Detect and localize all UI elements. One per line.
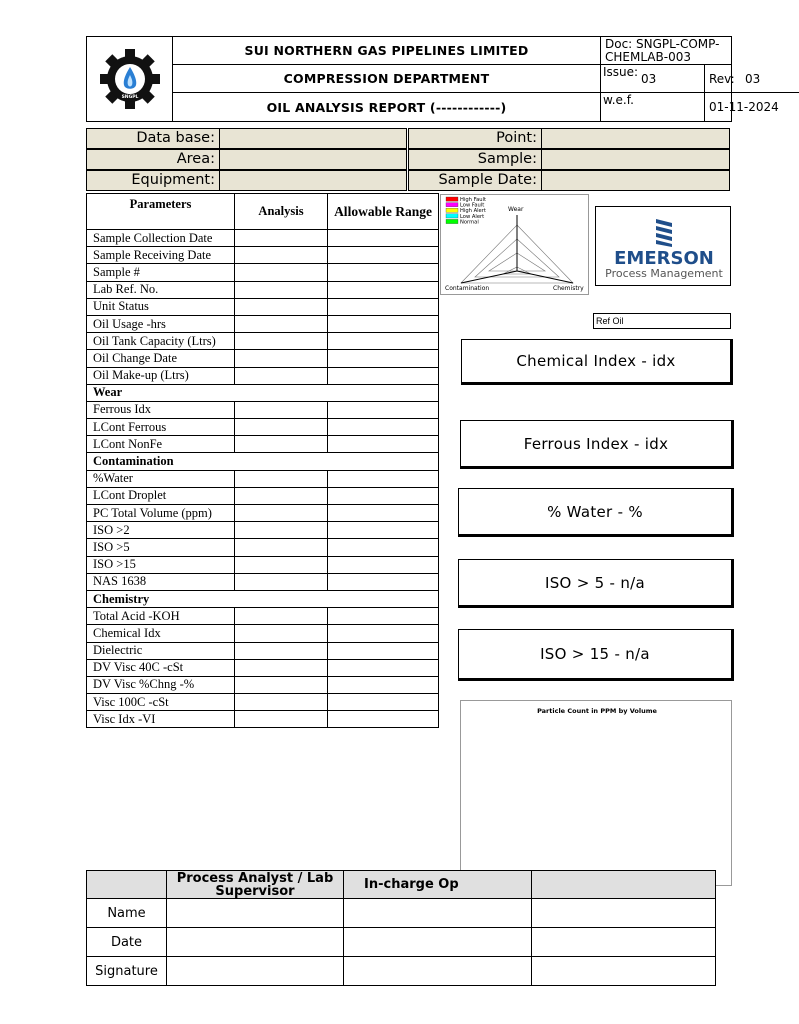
parameter-label: %Water: [87, 470, 235, 487]
parameter-label: Visc 100C -cSt: [87, 694, 235, 711]
parameter-label: ISO >15: [87, 556, 235, 573]
parameter-label: Oil Usage -hrs: [87, 315, 235, 332]
analysis-cell[interactable]: [235, 522, 328, 539]
parameter-label: Visc Idx -VI: [87, 711, 235, 728]
analysis-cell[interactable]: [235, 573, 328, 590]
emerson-mark-icon: [656, 219, 672, 247]
parameter-label: DV Visc %Chng -%: [87, 676, 235, 693]
database-label: Data base:: [86, 128, 220, 149]
allowable-range-header: Allowable Range: [328, 194, 439, 230]
allowable-range-cell[interactable]: [328, 505, 439, 522]
svg-text:SNGPL: SNGPL: [121, 95, 139, 100]
rev-label: Rev:: [705, 65, 741, 93]
analysis-cell[interactable]: [235, 298, 328, 315]
issue-value: 03: [637, 65, 705, 93]
allowable-range-cell[interactable]: [328, 539, 439, 556]
signature-header-row: [87, 871, 716, 899]
allowable-range-cell[interactable]: [328, 333, 439, 350]
radar-legend-swatch: [446, 197, 458, 201]
signature-entry-cell[interactable]: [167, 899, 344, 928]
sample-date-field[interactable]: [541, 170, 730, 191]
allowable-range-cell[interactable]: [328, 711, 439, 728]
department-name: COMPRESSION DEPARTMENT: [173, 65, 601, 93]
analysis-cell[interactable]: [235, 505, 328, 522]
analysis-cell[interactable]: [235, 470, 328, 487]
equipment-field[interactable]: [219, 170, 407, 191]
parameter-label: Chemical Idx: [87, 625, 235, 642]
parameter-label: LCont Droplet: [87, 487, 235, 504]
parameter-row: [87, 659, 439, 676]
analysis-header: Analysis: [235, 194, 328, 230]
analysis-cell[interactable]: [235, 436, 328, 453]
allowable-range-cell[interactable]: [328, 659, 439, 676]
parameters-body: [87, 230, 439, 728]
parameter-row: [87, 487, 439, 504]
signature-table: [86, 870, 716, 986]
parameter-label: LCont NonFe: [87, 436, 235, 453]
signature-corner-cell: [87, 871, 167, 899]
sample-label: Sample:: [408, 149, 542, 170]
parameter-label: Sample Collection Date: [87, 230, 235, 247]
parameter-label: PC Total Volume (ppm): [87, 505, 235, 522]
radar-svg: [441, 195, 590, 296]
parameters-header: Parameters: [87, 194, 235, 230]
sample-field[interactable]: [541, 149, 730, 170]
section-label: Wear: [87, 384, 439, 401]
analysis-cell[interactable]: [235, 659, 328, 676]
parameter-row: [87, 298, 439, 315]
report-title: OIL ANALYSIS REPORT (------------): [173, 93, 601, 121]
analysis-cell[interactable]: [235, 367, 328, 384]
signature-row-label: Signature: [87, 957, 167, 986]
allowable-range-cell[interactable]: [328, 487, 439, 504]
section-row: [87, 384, 439, 401]
gear-logo-icon: [87, 37, 173, 121]
particle-chart-title: Particle Count in PPM by Volume: [537, 707, 657, 715]
parameter-label: LCont Ferrous: [87, 419, 235, 436]
parameter-label: Unit Status: [87, 298, 235, 315]
ref-oil-box: Ref Oil: [593, 313, 731, 329]
analysis-cell[interactable]: [235, 694, 328, 711]
parameter-label: Total Acid -KOH: [87, 608, 235, 625]
allowable-range-cell[interactable]: [328, 436, 439, 453]
allowable-range-cell[interactable]: [328, 419, 439, 436]
parameter-row: [87, 522, 439, 539]
analysis-cell[interactable]: [235, 247, 328, 264]
allowable-range-cell[interactable]: [328, 642, 439, 659]
parameter-label: Oil Make-up (Ltrs): [87, 367, 235, 384]
signature-row-label: Name: [87, 899, 167, 928]
analysis-cell[interactable]: [235, 539, 328, 556]
allowable-range-cell[interactable]: [328, 522, 439, 539]
signature-body: [87, 899, 716, 986]
signature-entry-cell[interactable]: [167, 957, 344, 986]
analysis-cell[interactable]: [235, 556, 328, 573]
emerson-logo-svg: [596, 207, 732, 287]
parameter-row: [87, 608, 439, 625]
section-label: Contamination: [87, 453, 439, 470]
point-label: Point:: [408, 128, 542, 149]
parameters-header-row: [87, 194, 439, 230]
signature-entry-cell[interactable]: [532, 899, 716, 928]
radar-legend-label: High Alert: [460, 208, 486, 215]
parameter-row: [87, 711, 439, 728]
signature-entry-cell[interactable]: [532, 928, 716, 957]
analysis-cell[interactable]: [235, 642, 328, 659]
allowable-range-cell[interactable]: [328, 367, 439, 384]
allowable-range-cell[interactable]: [328, 350, 439, 367]
particle-chart-svg: [461, 701, 733, 887]
parameter-row: [87, 676, 439, 693]
water-percent-box: % Water - %: [458, 488, 734, 537]
analysis-cell[interactable]: [235, 487, 328, 504]
area-label: Area:: [86, 149, 220, 170]
analysis-cell[interactable]: [235, 419, 328, 436]
parameter-row: [87, 470, 439, 487]
radar-legend: [446, 197, 486, 225]
signature-entry-cell[interactable]: [167, 928, 344, 957]
parameter-row: [87, 505, 439, 522]
parameter-label: NAS 1638: [87, 573, 235, 590]
chemical-index-box: Chemical Index - idx: [461, 339, 733, 385]
signature-entry-cell[interactable]: [344, 899, 532, 928]
parameter-label: DV Visc 40C -cSt: [87, 659, 235, 676]
issue-label: Issue:: [601, 65, 637, 93]
parameter-row: [87, 281, 439, 298]
parameter-label: Oil Change Date: [87, 350, 235, 367]
parameter-label: ISO >5: [87, 539, 235, 556]
radar-legend-swatch: [446, 214, 458, 218]
parameter-label: Sample #: [87, 264, 235, 281]
allowable-range-cell[interactable]: [328, 298, 439, 315]
signature-row: [87, 928, 716, 957]
report-header: [86, 36, 779, 122]
area-field[interactable]: [219, 149, 407, 170]
process-analyst-header: Process Analyst / Lab Supervisor: [167, 871, 344, 899]
allowable-range-cell[interactable]: [328, 264, 439, 281]
parameter-row: [87, 625, 439, 642]
radar-axis-wear: Wear: [508, 206, 524, 213]
radar-legend-swatch: [446, 203, 458, 207]
radar-legend-swatch: [446, 208, 458, 212]
analysis-cell[interactable]: [235, 264, 328, 281]
analysis-cell[interactable]: [235, 625, 328, 642]
section-label: Chemistry: [87, 590, 439, 607]
allowable-range-cell[interactable]: [328, 608, 439, 625]
radar-axis-contamination: Contamination: [445, 285, 490, 292]
parameters-table: [86, 193, 439, 728]
parameter-row: [87, 401, 439, 418]
sample-date-label: Sample Date:: [408, 170, 542, 191]
parameter-row: [87, 230, 439, 247]
analysis-cell[interactable]: [235, 711, 328, 728]
allowable-range-cell[interactable]: [328, 281, 439, 298]
emerson-tagline: Process Management: [605, 267, 723, 280]
rev-value: 03: [741, 65, 799, 93]
parameter-row: [87, 539, 439, 556]
parameter-row: [87, 264, 439, 281]
analysis-cell[interactable]: [235, 350, 328, 367]
parameter-row: [87, 573, 439, 590]
radar-legend-label: High Fault: [460, 197, 487, 203]
analysis-cell[interactable]: [235, 230, 328, 247]
analysis-cell[interactable]: [235, 676, 328, 693]
company-name: SUI NORTHERN GAS PIPELINES LIMITED: [173, 37, 601, 65]
parameter-row: [87, 315, 439, 332]
parameter-label: Oil Tank Capacity (Ltrs): [87, 333, 235, 350]
parameter-row: [87, 556, 439, 573]
allowable-range-cell[interactable]: [328, 230, 439, 247]
analysis-cell[interactable]: [235, 281, 328, 298]
parameter-row: [87, 694, 439, 711]
radar-legend-label: Normal: [460, 219, 479, 226]
parameter-label: Dielectric: [87, 642, 235, 659]
signature-extra-header: [532, 871, 716, 899]
parameter-row: [87, 367, 439, 384]
radar-legend-label: Low Fault: [460, 202, 485, 209]
particle-count-chart: [460, 700, 732, 886]
signature-entry-cell[interactable]: [344, 957, 532, 986]
allowable-range-cell[interactable]: [328, 694, 439, 711]
section-row: [87, 590, 439, 607]
ferrous-index-box: Ferrous Index - idx: [460, 420, 734, 469]
allowable-range-cell[interactable]: [328, 573, 439, 590]
parameter-row: [87, 642, 439, 659]
allowable-range-cell[interactable]: [328, 470, 439, 487]
signature-row: [87, 899, 716, 928]
signature-row: [87, 957, 716, 986]
equipment-label: Equipment:: [86, 170, 220, 191]
database-field[interactable]: [219, 128, 407, 149]
iso-15-box: ISO > 15 - n/a: [458, 629, 734, 681]
parameter-label: Lab Ref. No.: [87, 281, 235, 298]
parameter-label: Sample Receiving Date: [87, 247, 235, 264]
emerson-brand: EMERSON: [614, 248, 714, 269]
condition-radar-chart: [440, 194, 589, 295]
doc-number: Doc: SNGPL-COMP-CHEMLAB-003: [601, 37, 731, 65]
allowable-range-cell[interactable]: [328, 247, 439, 264]
signature-row-label: Date: [87, 928, 167, 957]
incharge-op-header: In-charge Op: [344, 871, 532, 899]
parameter-label: ISO >2: [87, 522, 235, 539]
allowable-range-cell[interactable]: [328, 401, 439, 418]
signature-entry-cell[interactable]: [344, 928, 532, 957]
parameter-label: Ferrous Idx: [87, 401, 235, 418]
analysis-cell[interactable]: [235, 315, 328, 332]
signature-entry-cell[interactable]: [532, 957, 716, 986]
parameter-row: [87, 247, 439, 264]
wef-label: w.e.f.: [601, 93, 705, 121]
allowable-range-cell[interactable]: [328, 315, 439, 332]
radar-legend-label: Low Alert: [460, 213, 485, 220]
allowable-range-cell[interactable]: [328, 625, 439, 642]
parameter-row: [87, 419, 439, 436]
sample-info-bar: [86, 128, 730, 192]
iso-5-box: ISO > 5 - n/a: [458, 559, 734, 608]
allowable-range-cell[interactable]: [328, 556, 439, 573]
radar-axis-chemistry: Chemistry: [553, 285, 584, 292]
analysis-cell[interactable]: [235, 401, 328, 418]
wef-date: 01-11-2024: [709, 100, 779, 114]
emerson-logo: [595, 206, 731, 286]
radar-legend-swatch: [446, 219, 458, 223]
parameter-row: [87, 333, 439, 350]
point-field[interactable]: [541, 128, 730, 149]
analysis-cell[interactable]: [235, 608, 328, 625]
parameter-row: [87, 350, 439, 367]
analysis-cell[interactable]: [235, 333, 328, 350]
parameter-row: [87, 436, 439, 453]
company-logo: [87, 37, 173, 121]
section-row: [87, 453, 439, 470]
allowable-range-cell[interactable]: [328, 676, 439, 693]
